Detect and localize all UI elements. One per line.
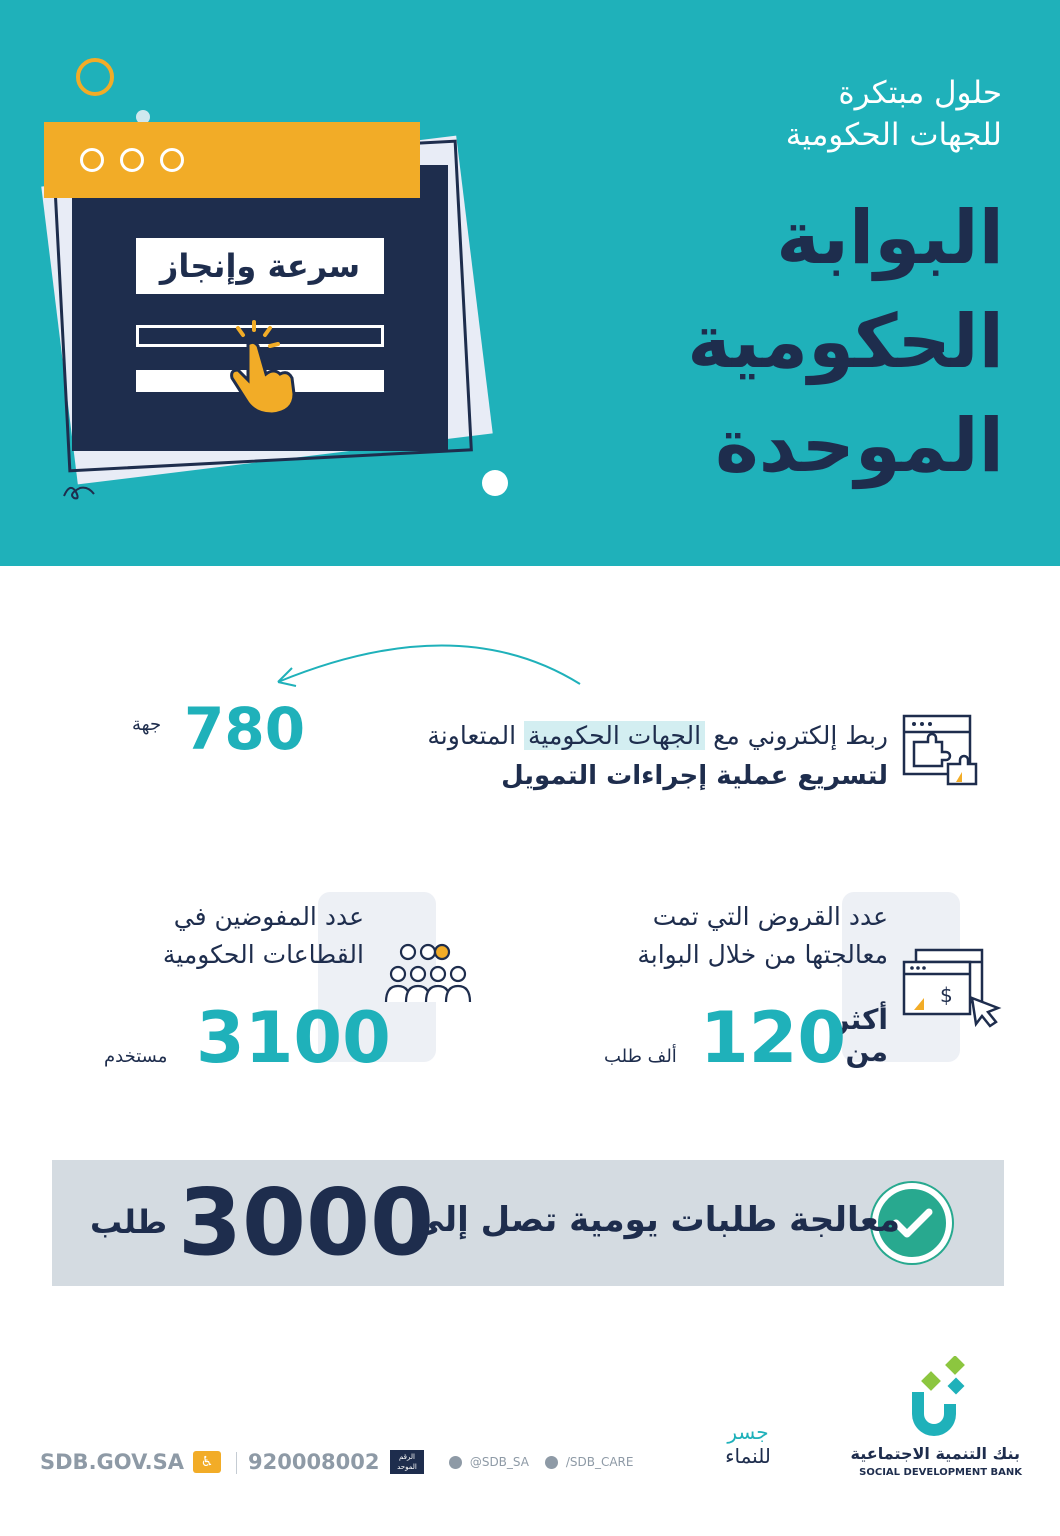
phone-tag-line: الموحد bbox=[397, 1463, 417, 1471]
puzzle-window-icon bbox=[900, 712, 980, 788]
link-count-unit: جهة bbox=[132, 714, 162, 735]
loans-value: 120 bbox=[700, 997, 847, 1079]
twitter-icon bbox=[449, 1456, 462, 1469]
decor-ring bbox=[76, 58, 114, 96]
bank-name-ar: بنك التنمية الاجتماعية bbox=[850, 1444, 1020, 1463]
divider bbox=[236, 1452, 237, 1474]
loans-label-line: عدد القروض التي تمت bbox=[652, 902, 888, 931]
banner-unit: طلب bbox=[90, 1203, 168, 1241]
hero-title bbox=[484, 186, 1004, 498]
phone-number[interactable]: 920008002 bbox=[248, 1450, 380, 1474]
link-text-highlight: الجهات الحكومية bbox=[524, 721, 705, 750]
care-handle[interactable] bbox=[545, 1455, 633, 1469]
accessibility-icon: ♿ bbox=[193, 1451, 221, 1473]
link-text-part: المتعاونة bbox=[427, 721, 517, 750]
window-dot-icon bbox=[80, 148, 104, 172]
link-description-bold: لتسريع عملية إجراءات التمويل bbox=[501, 761, 888, 791]
link-text-part: ربط إلكتروني مع bbox=[713, 721, 888, 750]
twitter-handle-text: @SDB_SA bbox=[469, 1455, 529, 1469]
chat-icon bbox=[545, 1456, 558, 1469]
payment-window-icon bbox=[900, 946, 1004, 1038]
users-unit: مستخدم bbox=[104, 1046, 168, 1067]
window-dot-icon bbox=[120, 148, 144, 172]
loans-unit: ألف طلب bbox=[604, 1046, 677, 1067]
sdb-logo-icon bbox=[906, 1356, 980, 1436]
hero-subtitle-line: للجهات الحكومية bbox=[785, 117, 1002, 153]
users-label bbox=[44, 898, 364, 974]
banner-text: معالجة طلبات يومية تصل إلى bbox=[409, 1200, 900, 1240]
phone-tag-line: الرقم bbox=[399, 1453, 415, 1461]
loans-prefix-line: أكثر bbox=[833, 1003, 888, 1036]
slogan-line: جسر bbox=[727, 1420, 769, 1444]
users-label-line: عدد المفوضين في bbox=[173, 902, 364, 931]
slogan-line: للنماء bbox=[725, 1444, 771, 1468]
hero-title-line: الموحدة bbox=[715, 403, 1004, 489]
hero-title-line: البوابة bbox=[776, 195, 1004, 281]
bank-name-en: SOCIAL DEVELOPMENT BANK bbox=[859, 1467, 1022, 1478]
curved-arrow-icon bbox=[258, 628, 588, 698]
twitter-handle[interactable] bbox=[449, 1455, 529, 1469]
users-label-line: القطاعات الحكومية bbox=[162, 940, 364, 969]
users-value: 3100 bbox=[196, 997, 391, 1079]
users-group-icon bbox=[382, 940, 474, 1010]
slogan bbox=[700, 1420, 796, 1468]
loans-label bbox=[508, 898, 888, 974]
banner-value: 3000 bbox=[178, 1169, 435, 1276]
hero-subtitle bbox=[582, 72, 1002, 156]
link-count-value: 780 bbox=[184, 695, 306, 763]
loans-label-line: معالجتها من خلال البوابة bbox=[637, 940, 888, 969]
website-link[interactable]: SDB.GOV.SA bbox=[40, 1450, 184, 1474]
phone-tag bbox=[390, 1450, 424, 1474]
link-description-line bbox=[328, 716, 888, 756]
loans-prefix-line: من bbox=[845, 1035, 888, 1068]
pointer-hand-icon bbox=[218, 318, 298, 414]
hero-title-line: الحكومية bbox=[687, 299, 1004, 385]
link-description bbox=[328, 716, 888, 796]
speed-badge: سرعة وإنجاز bbox=[136, 238, 384, 294]
window-dot-icon bbox=[160, 148, 184, 172]
dollar-icon: $ bbox=[940, 983, 953, 1007]
decor-squiggle bbox=[62, 480, 96, 502]
care-handle-text: /SDB_CARE bbox=[565, 1455, 634, 1469]
hero-subtitle-line: حلول مبتكرة bbox=[838, 75, 1002, 111]
